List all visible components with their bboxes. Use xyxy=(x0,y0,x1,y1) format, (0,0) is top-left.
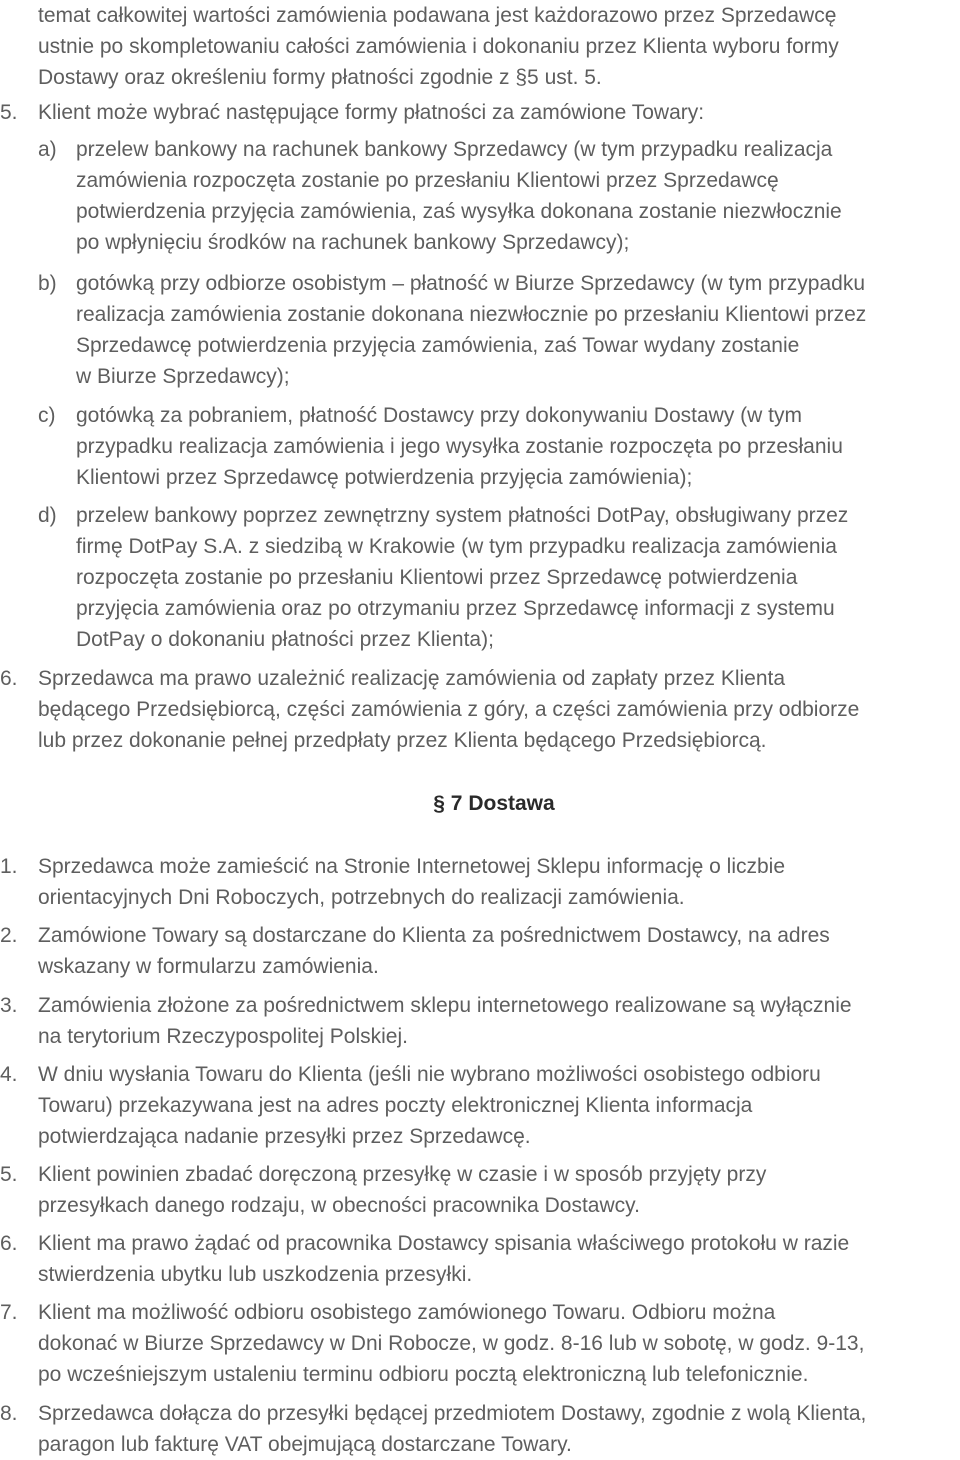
text-line: przelew bankowy poprzez zewnętrzny system płatności DotPay, obsługiwany przez xyxy=(76,504,849,527)
text-line: DotPay o dokonaniu płatności przez Klienta); xyxy=(76,628,494,651)
text-line: Klient powinien zbadać doręczoną przesyłkę w czasie i w sposób przyjęty przy xyxy=(38,1163,767,1186)
item-number: 5. xyxy=(0,1163,18,1186)
text-line: Towaru) przekazywana jest na adres poczty elektronicznej Klienta informacja xyxy=(38,1094,753,1117)
text-line: temat całkowitej wartości zamówienia podawana jest każdorazowo przez Sprzedawcę xyxy=(38,4,837,27)
text-line: Klient ma możliwość odbioru osobistego zamówionego Towaru. Odbioru można xyxy=(38,1301,776,1324)
text-line: wskazany w formularzu zamówienia. xyxy=(38,955,379,978)
item-number: 6. xyxy=(0,667,18,690)
text-line: Zamówione Towary są dostarczane do Klienta za pośrednictwem Dostawcy, na adres xyxy=(38,924,830,947)
text-line: przypadku realizacja zamówienia i jego wysyłka zostanie rozpoczęta po przesłaniu xyxy=(76,435,843,458)
section-heading xyxy=(0,788,960,819)
item-number: 2. xyxy=(0,924,18,947)
text-line: rozpoczęta zostanie po przesłaniu Klientowi przez Sprzedawcę potwierdzenia xyxy=(76,566,798,589)
text-line: Sprzedawca może zamieścić na Stronie Internetowej Sklepu informację o liczbie xyxy=(38,855,786,878)
text-line: dokonać w Biurze Sprzedawcy w Dni Robocze, w godz. 8-16 lub w sobotę, w godz. 9-13, xyxy=(38,1332,865,1355)
text-line: będącego Przedsiębiorcą, części zamówienia z góry, a części zamówienia przy odbiorze xyxy=(38,698,860,721)
text-line: zamówienia rozpoczęta zostanie po przesłaniu Klientowi przez Sprzedawcę xyxy=(76,169,779,192)
text-line: gotówką przy odbiorze osobistym – płatność w Biurze Sprzedawcy (w tym przypadku xyxy=(76,272,865,295)
sub-letter: a) xyxy=(38,138,57,161)
sub-letter: d) xyxy=(38,504,57,527)
text-line: na terytorium Rzeczypospolitej Polskiej. xyxy=(38,1025,408,1048)
text-line: potwierdzenia przyjęcia zamówienia, zaś wysyłka dokonana zostanie niezwłocznie xyxy=(76,200,842,223)
item-number: 6. xyxy=(0,1232,18,1255)
text-line: potwierdzająca nadanie przesyłki przez Sprzedawcę. xyxy=(38,1125,531,1148)
text-line: przyjęcia zamówienia oraz po otrzymaniu przez Sprzedawcę informacji z systemu xyxy=(76,597,835,620)
item-number: 7. xyxy=(0,1301,18,1324)
text-line: W dniu wysłania Towaru do Klienta (jeśli nie wybrano możliwości osobistego odbioru xyxy=(38,1063,821,1086)
text-line: po wcześniejszym ustaleniu terminu odbioru pocztą elektroniczną lub telefonicznie. xyxy=(38,1363,809,1386)
sub-letter: b) xyxy=(38,272,57,295)
text-line: Zamówienia złożone za pośrednictwem sklepu internetowego realizowane są wyłącznie xyxy=(38,994,852,1017)
text-line: lub przez dokonanie pełnej przedpłaty przez Klienta będącego Przedsiębiorcą. xyxy=(38,729,767,752)
section-heading-text: § 7 Dostawa xyxy=(433,792,555,815)
text-line: przelew bankowy na rachunek bankowy Sprzedawcy (w tym przypadku realizacja xyxy=(76,138,833,161)
text-line: w Biurze Sprzedawcy); xyxy=(76,365,290,388)
text-line: Sprzedawca dołącza do przesyłki będącej przedmiotem Dostawy, zgodnie z wolą Klienta, xyxy=(38,1402,867,1425)
item-number: 1. xyxy=(0,855,18,878)
intro-paragraph xyxy=(38,0,839,93)
item-number: 3. xyxy=(0,994,18,1017)
text-line: Dostawy oraz określeniu formy płatności zgodnie z §5 ust. 5. xyxy=(38,66,602,89)
text-line: paragon lub fakturę VAT obejmującą dostarczane Towary. xyxy=(38,1433,572,1456)
item-number: 5. xyxy=(0,101,18,124)
text-line: gotówką za pobraniem, płatność Dostawcy przy dokonywaniu Dostawy (w tym xyxy=(76,404,802,427)
text-line: Klient ma prawo żądać od pracownika Dostawcy spisania właściwego protokołu w razie xyxy=(38,1232,850,1255)
text-line: Sprzedawcę potwierdzenia przyjęcia zamówienia, zaś Towar wydany zostanie xyxy=(76,334,800,357)
text-line: Klientowi przez Sprzedawcę potwierdzenia przyjęcia zamówienia); xyxy=(76,466,693,489)
item-number: 8. xyxy=(0,1402,18,1425)
text-line: orientacyjnych Dni Roboczych, potrzebnych do realizacji zamówienia. xyxy=(38,886,685,909)
text-line: ustnie po skompletowaniu całości zamówienia i dokonaniu przez Klienta wyboru formy xyxy=(38,35,839,58)
sub-letter: c) xyxy=(38,404,56,427)
text-line: firmę DotPay S.A. z siedzibą w Krakowie (w tym przypadku realizacja zamówienia xyxy=(76,535,837,558)
item-number: 4. xyxy=(0,1063,18,1086)
text-line: przesyłkach danego rodzaju, w obecności pracownika Dostawcy. xyxy=(38,1194,640,1217)
text-line: Sprzedawca ma prawo uzależnić realizację zamówienia od zapłaty przez Klienta xyxy=(38,667,786,690)
text-line: Klient może wybrać następujące formy płatności za zamówione Towary: xyxy=(38,101,705,124)
text-line: stwierdzenia ubytku lub uszkodzenia przesyłki. xyxy=(38,1263,473,1286)
text-line: po wpłynięciu środków na rachunek bankowy Sprzedawcy); xyxy=(76,231,630,254)
text-line: realizacja zamówienia zostanie dokonana niezwłocznie po przesłaniu Klientowi przez xyxy=(76,303,867,326)
